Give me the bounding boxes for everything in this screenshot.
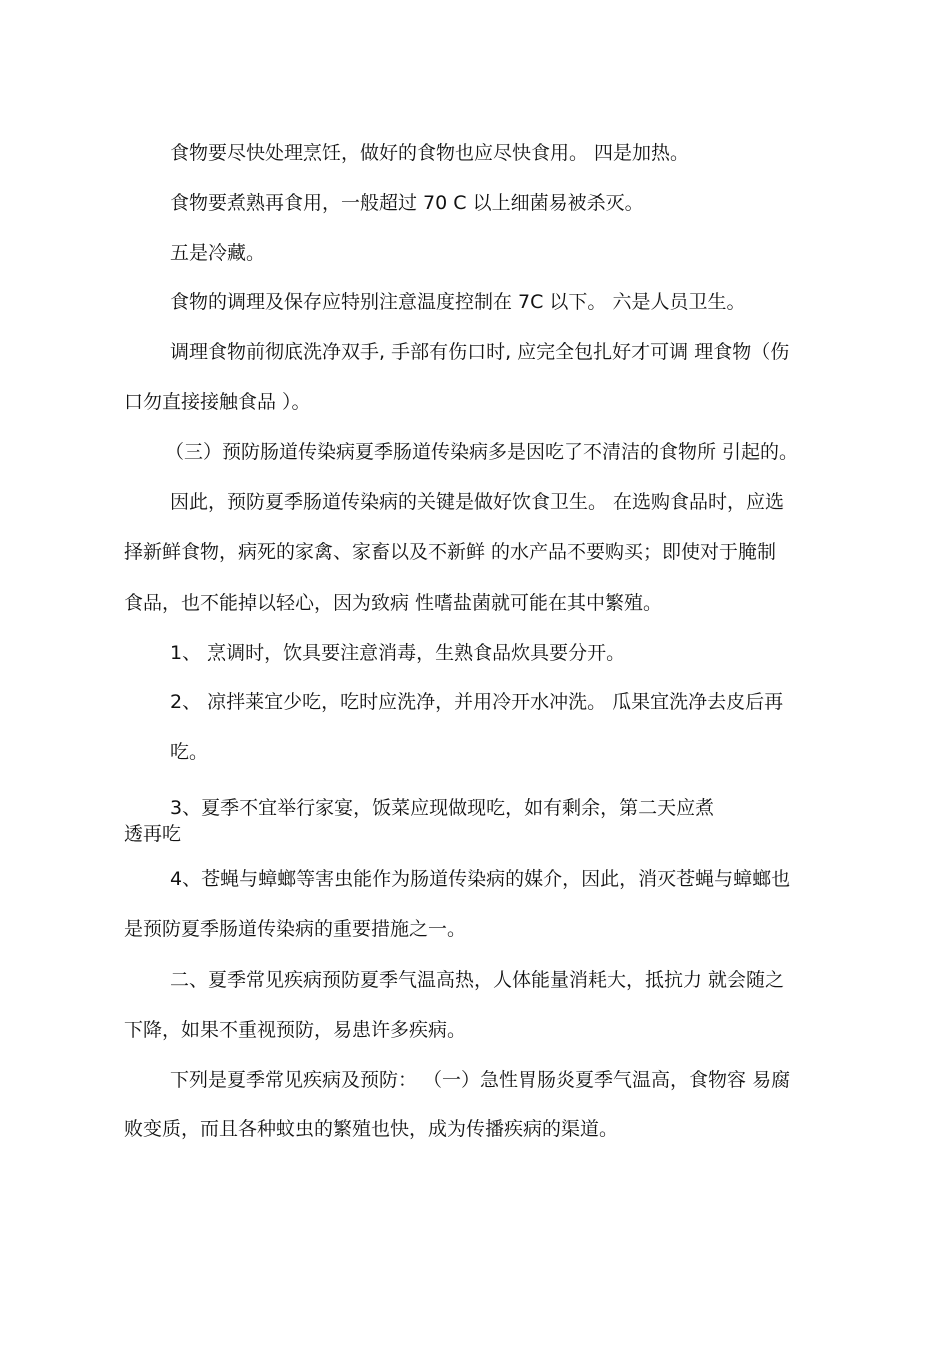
text-line: 透再吃	[124, 823, 182, 845]
list-item: 4、苍蝇与蟑螂等害虫能作为肠道传染病的媒介，因此，消灭苍蝇与蟑螂也	[170, 868, 791, 890]
text-line: 食物的调理及保存应特别注意温度控制在 7C 以下。 六是人员卫生。	[170, 291, 746, 313]
text-line: 是预防夏季肠道传染病的重要措施之一。	[124, 918, 467, 940]
text-line: 因此，预防夏季肠道传染病的关键是做好饮食卫生。 在选购食品时，应选	[170, 491, 785, 513]
text-line: 吃。	[170, 741, 209, 763]
list-item: 2、 凉拌莱宜少吃，吃时应洗净，并用冷开水冲洗。 瓜果宜洗净去皮后再	[170, 691, 784, 713]
text-line: 食物要尽快处理烹饪，做好的食物也应尽快食用。 四是加热。	[170, 142, 690, 164]
text-line: 食品，也不能掉以轻心，因为致病 性嗜盐菌就可能在其中繁殖。	[124, 592, 663, 614]
text-line: 下降，如果不重视预防，易患许多疾病。	[124, 1019, 467, 1041]
section-heading: 二、夏季常见疾病预防夏季气温高热，人体能量消耗大，抵抗力 就会随之	[170, 969, 785, 991]
text-line: 五是冷藏。	[170, 242, 266, 264]
text-line: 择新鲜食物，病死的家禽、家畜以及不新鲜 的水产品不要购买；即使对于腌制	[124, 541, 777, 563]
list-item: 3、夏季不宜举行家宴，饭菜应现做现吃，如有剩余，第二天应煮	[170, 797, 715, 819]
text-line: 败变质，而且各种蚊虫的繁殖也快，成为传播疾病的渠道。	[124, 1118, 619, 1140]
list-item: 1、 烹调时，饮具要注意消毒，生熟食品炊具要分开。	[170, 642, 626, 664]
text-line: 下列是夏季常见疾病及预防： （一）急性胃肠炎夏季气温高，食物容 易腐	[170, 1069, 791, 1091]
text-line: 调理食物前彻底洗净双手, 手部有伤口时, 应完全包扎好才可调 理食物（伤	[170, 341, 790, 363]
text-line: 口勿直接接触食品 ）。	[124, 391, 311, 413]
text-line: 食物要煮熟再食用，一般超过 70 C 以上细菌易被杀灭。	[170, 192, 644, 214]
text-line: （三）预防肠道传染病夏季肠道传染病多是因吃了不清洁的食物所 引起的。	[165, 441, 799, 463]
